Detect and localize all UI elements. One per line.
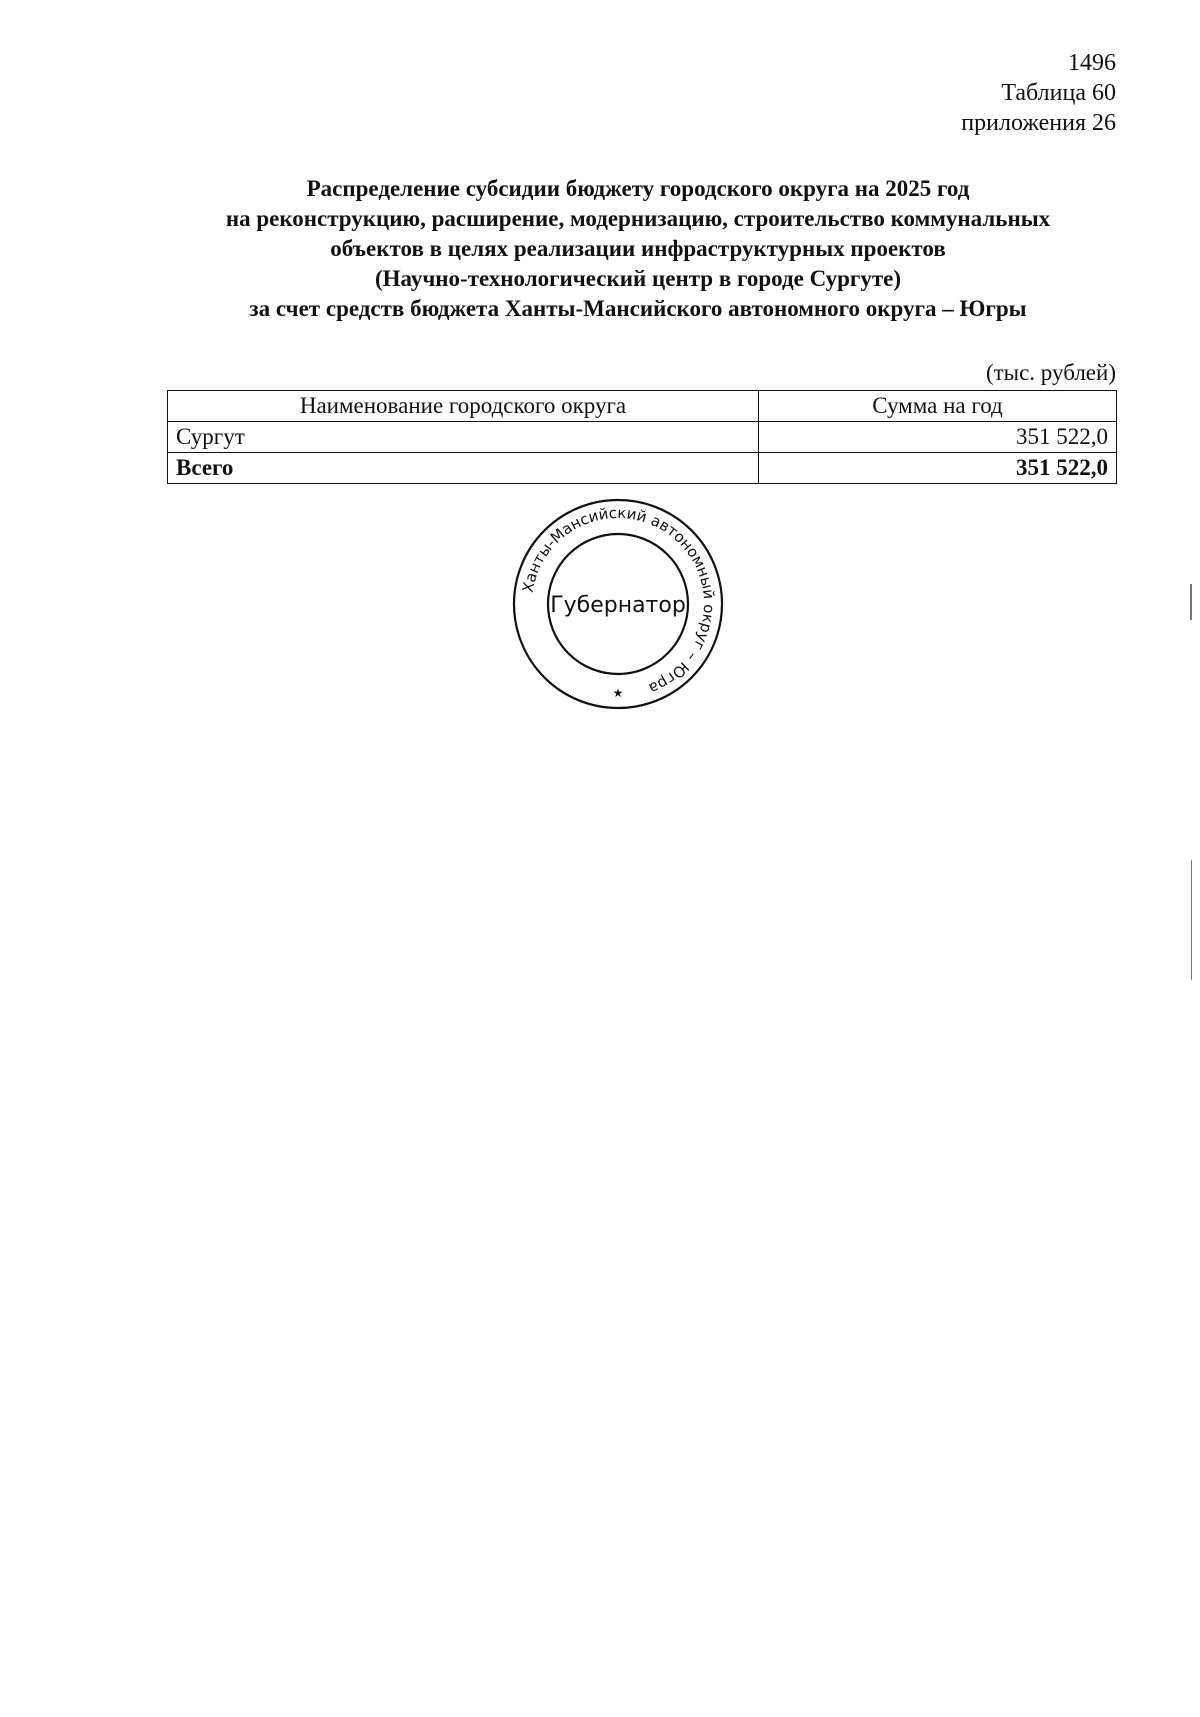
title-line: объектов в целях реализации инфраструктурных проектов xyxy=(330,236,946,261)
total-amount-cell: 351 522,0 xyxy=(759,453,1117,484)
scan-edge-mark xyxy=(1191,860,1192,980)
title-line: (Научно-технологический центр в городе Сургуте) xyxy=(374,266,902,291)
document-title xyxy=(150,174,1126,324)
table-header-row xyxy=(168,391,1117,422)
title-line: за счет средств бюджета Ханты-Мансийского автономного округа – Югры xyxy=(249,296,1027,321)
table-row xyxy=(168,422,1117,453)
seal-star-icon: ★ xyxy=(612,686,624,700)
title-line: на реконструкцию, расширение, модернизацию, строительство коммунальных xyxy=(225,206,1051,231)
appendix-reference: приложения 26 xyxy=(961,110,1116,136)
column-header-name: Наименование городского округа xyxy=(168,391,759,422)
scan-edge-mark xyxy=(1190,584,1192,620)
header-references xyxy=(961,48,1116,138)
table-total-row xyxy=(168,453,1117,484)
title-line: Распределение субсидии бюджету городского округа на 2025 год xyxy=(306,176,970,201)
amount-cell: 351 522,0 xyxy=(759,422,1117,453)
seal-ring-text: Ханты-Мансийский автономный округ – Югра xyxy=(518,503,719,698)
column-header-amount: Сумма на год xyxy=(759,391,1117,422)
district-name-cell: Сургут xyxy=(168,422,759,453)
page-number: 1496 xyxy=(1068,50,1116,76)
governor-seal-stamp xyxy=(508,494,728,714)
seal-center-text: Губернатор xyxy=(550,593,686,618)
table-reference: Таблица 60 xyxy=(1001,80,1116,106)
subsidy-table xyxy=(167,390,1117,484)
total-label-cell: Всего xyxy=(168,453,759,484)
unit-label: (тыс. рублей) xyxy=(985,360,1116,385)
